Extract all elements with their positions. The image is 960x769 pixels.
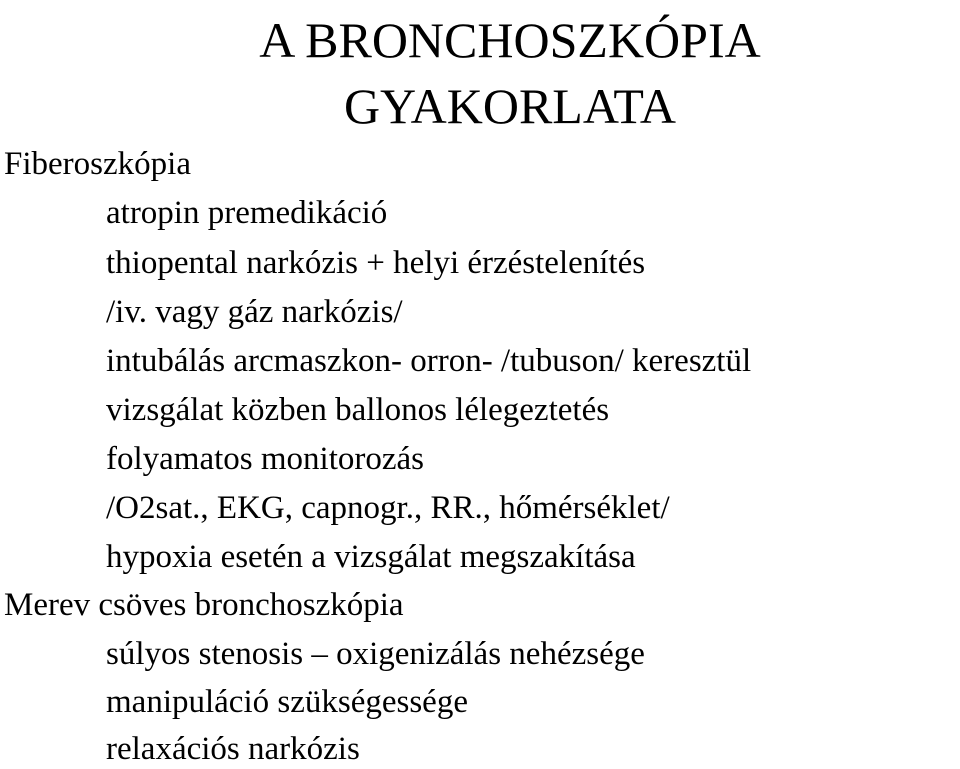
list-item: hypoxia esetén a vizsgálat megszakítása [106, 539, 636, 575]
list-item: /O2sat., EKG, capnogr., RR., hőmérséklet/ [106, 490, 670, 526]
list-item: relaxációs narkózis [106, 731, 360, 767]
slide-title-line-1: A BRONCHOSZKÓPIA [259, 12, 761, 68]
list-item: súlyos stenosis – oxigenizálás nehézsége [106, 636, 645, 672]
list-item: atropin premedikáció [106, 195, 388, 231]
section-heading: Fiberoszkópia [4, 146, 191, 182]
list-item: manipuláció szükségessége [106, 684, 468, 720]
slide-title-line-2: GYAKORLATA [343, 78, 677, 134]
list-item: vizsgálat közben ballonos lélegeztetés [106, 392, 610, 428]
list-item: folyamatos monitorozás [106, 441, 425, 477]
list-item: intubálás arcmaszkon- orron- /tubuson/ keresztül [106, 343, 752, 379]
list-item: thiopental narkózis + helyi érzéstelenítés [106, 245, 646, 281]
list-item: /iv. vagy gáz narkózis/ [106, 294, 403, 330]
section-heading: Merev csöves bronchoszkópia [4, 587, 404, 623]
